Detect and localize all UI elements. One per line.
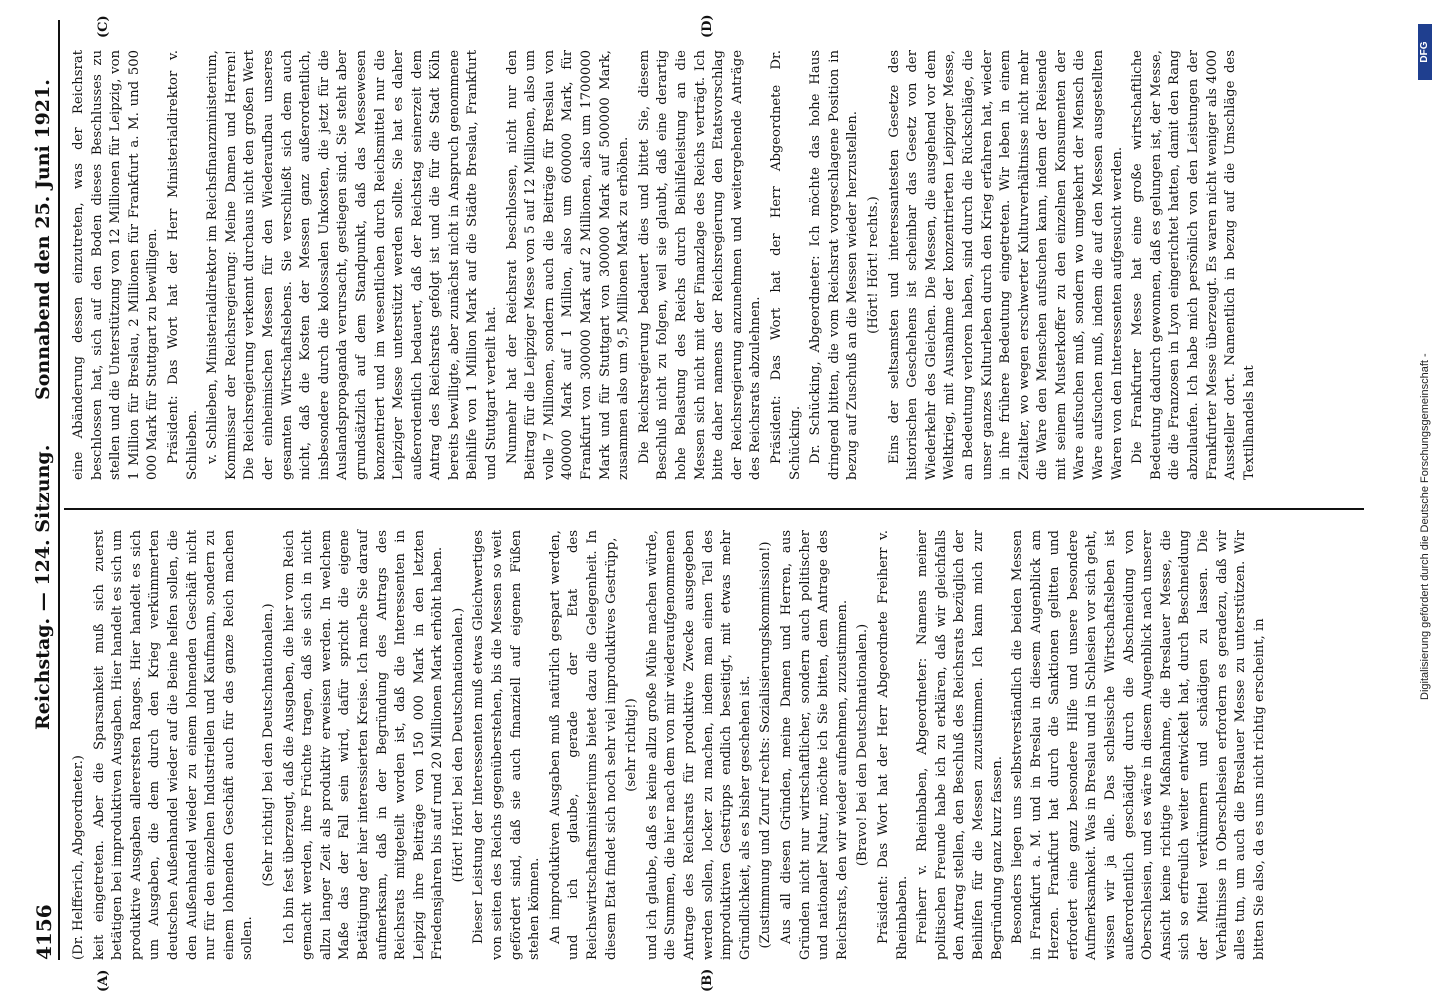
paragraph: Dieser Leistung der Interessenten muß etwas Gleichwertiges von seiten des Reichs gegenüberstehen, bis die Messen so weit gefördert sind, daß sie auch finanziell auf eigenen Füßen stehen können. [471, 530, 543, 960]
page-number: 4156 [32, 904, 56, 960]
margin-marker-a: (A) [96, 969, 111, 992]
margin-marker-c: (C) [96, 15, 111, 38]
interjection: (Sehr richtig! bei den Deutschnationalen.) [260, 603, 276, 887]
text-column-right [70, 50, 1350, 480]
paragraph: Die Frankfurter Messe hat eine große wirtschaftliche Bedeutung dadurch gewonnen, daß es gelungen ist, der Messe, die die Franzosen in Lyon eingerichtet hatten, damit den Rang abzulaufen. Ich habe mich persönlich von den Leistungen der Frankfurter Messe überzeugt. Es waren nicht weniger als 4000 Aussteller dort. Namentlich in bezug auf die Umschläge des Textilhandels hat [1130, 50, 1257, 480]
paragraph: Ich bin fest überzeugt, daß die Ausgaben, die hier vom Reich gemacht werden, ihre Früchte tragen, daß sie sich in nicht allzu langer Zeit als produktiv erweisen werden. In welchem Maße das der Fall sein wird, dafür spricht die eigene Betätigung der hier interessierten Kreise. Ich mache Sie darauf aufmerksam, daß in der Begründung des Antrags des Reichsrats mitgeteilt worden ist, daß die Interessenten in Leipzig ihre Beiträge von 150 000 Mark in den letzten Friedensjahren bis auf rund 20 Millionen Mark erhöht haben. [281, 530, 446, 960]
paragraph: An improduktiven Ausgaben muß natürlich gespart werden, und ich glaube, gerade der Etat des Reichswirtschaftsministeriums bietet dazu die Gelegenheit. In diesem Etat findet sich noch sehr viel improduktives Gestrüpp, [547, 530, 619, 960]
interjection: (Zustimmung und Zuruf rechts: Sozialisierungskommission!) [758, 541, 774, 949]
interjection: (Bravo! bei den Deutschnationalen.) [855, 623, 871, 867]
paragraph: (Dr. Helfferich, Abgeordneter.) [71, 755, 86, 960]
funding-note: Digitalisierung gefördert durch die Deutsche Forschungsgemeinschaft - [1419, 353, 1431, 700]
paragraph: Freiherr v. Rheinbaben, Abgeordneter: Namens meiner politischen Freunde habe ich zu erklären, daß wir gleichfalls den Antrag stellen, den Beschluß des Reichsrats bezüglich der Beihilfen für die Messen zuzustimmen. Ich kann mich zur Begründung ganz kurz fassen. [915, 530, 1005, 960]
paragraph: Präsident: Das Wort hat der Herr Abgeordnete Dr. Schücking. [768, 50, 803, 480]
paragraph: Aus all diesen Gründen, meine Damen und Herren, aus Gründen nicht nur wirtschaftlicher, sondern auch politischer und nationaler Natur, möchte ich Sie bitten, dem Antrage des Reichsrats, den wir wieder aufnehmen, zuzustimmen. [778, 530, 850, 960]
paragraph: v. Schlieben, Ministerialdirektor im Reichsfinanzministerium, Kommissar der Reichsregierung: Meine Damen und Herren! Die Reichsregierung verkennt durchaus nicht den großen Wert der einheimischen Messen für den Wiederaufbau unseres gesamten Wirtschaftslebens. Sie verschließt sich dem auch nicht, daß die Kosten der Messen ganz außerordentlich, insbesondere durch die kolossalen Unkosten, die jetzt für die Auslandspropaganda verursacht, gestiegen sind. Sie steht aber grundsätzlich auf dem Standpunkt, daß das Messewesen konzentriert und im wesentlichen durch Reichsmittel nur die Leipziger Messe unterstützt werden sollte. Sie hat es daher außerordentlich bedauert, daß der Reichstag seinerzeit dem Antrag des Reichsrats gefolgt ist und die für die Stadt Köln bereits bewilligte, aber zunächst nicht in Anspruch genommene Beihilfe von 1 Million Mark auf die Städte Breslau, Frankfurt und Stuttgart verteilt hat. [205, 50, 500, 480]
paragraph: Dr. Schücking, Abgeordneter: Ich möchte das hohe Haus dringend bitten, die vom Reichsrat vorgeschlagene Position in bezug auf Zuschuß an die Messen wieder herzustellen. [808, 50, 861, 480]
paragraph: eine Abänderung dessen einzutreten, was der Reichsrat beschlossen hat, sich auf den Boden dieses Beschlusses zu stellen und die Unterstützung von 12 Millionen für Leipzig, von 1 Million für Breslau, 2 Millionen für Frankfurt a. M. und 500 000 Mark für Stuttgart zu bewilligen. [71, 50, 161, 480]
paragraph: Präsident: Das Wort hat der Herr Abgeordnete Freiherr v. Rheinbaben. [875, 530, 910, 960]
paragraph: keit eingetreten. Aber die Sparsamkeit muß sich zuerst betätigen bei improduktiven Ausgaben. Hier handelt es sich um produktive Ausgaben allerersten Ranges. Hier handelt es sich um Ausgaben, die dem durch den Krieg verkümmerten deutschen Außenhandel wieder auf die Beine helfen sollen, die den Außenhandel wieder zu einem lohnenden Geschäft nicht nur für den einzelnen Industriellen und Kaufmann, sondern zu einem lohnenden Geschäft auch für das ganze Reich machen sollen. [91, 530, 256, 960]
interjection: (Hört! Hört! bei den Deutschnationalen.) [450, 607, 466, 883]
paragraph: Eins der seltsamsten und interessantesten Gesetze des historischen Geschehens ist scheinbar das Gesetz von der Wiederkehr des Gleichen. Die Messen, die ausgehend vor dem Weltkrieg, mit Ausnahme der konzentrierten Leipziger Messe, an Bedeutung verloren haben, sind durch die Rückschläge, die unser ganzes Kulturleben durch den Krieg erfahren hat, wieder in ihre frühere Bedeutung eingetreten. Wir leben in einem Zeitalter, wo wegen erschwerter Kulturverhältnisse nicht mehr die Ware den Menschen aufsuchen kann, indem der Reisende mit seinem Musterkoffer zu den einzelnen Konsumenten der Ware aufsuchen muß, sondern wo umgekehrt der Mensch die Ware aufsuchen muß, indem die auf den Messen ausgestellten Waren von den Interessenten aufgesucht werden. [886, 50, 1125, 480]
header-rule [58, 20, 60, 960]
paragraph: Präsident: Das Wort hat der Herr Ministerialdirektor v. Schlieben. [165, 50, 200, 480]
paragraph: Besonders liegen uns selbstverständlich die beiden Messen in Frankfurt a. M. und in Breslau in diesem Augenblick am Herzen. Frankfurt hat durch die Sanktionen gelitten und erfordert eine ganz besondere Hilfe und unsere besondere Aufmerksamkeit. Was in Breslau und in Schlesien vor sich geht, wissen wir ja alle. Das schlesische Wirtschaftsleben ist außerordentlich geschädigt durch die Abschneidung von Oberschlesien, und es wäre in diesem Augenblick nach unserer Ansicht keine richtige Maßnahme, die Breslauer Messe, die sich so erfreulich weiter entwickelt hat, durch Beschneidung der Mittel verkümmern und schädigen zu lassen. Die Verhältnisse in Oberschlesien erfordern es geradezu, daß wir alles tun, um auch die Breslauer Messe zu unterstützen. Wir bitten Sie also, da es uns nicht richtig erscheint, in [1010, 530, 1267, 960]
margin-marker-b: (B) [700, 968, 715, 992]
session-date: Sonnabend den 25. Juni 1921. [32, 79, 54, 400]
margin-marker-d: (D) [700, 14, 715, 38]
session-title: Reichstag. — 124. Sitzung. [32, 444, 54, 730]
interjection: (Hört! Hört! rechts.) [865, 196, 881, 334]
dfg-logo: DFG [1418, 24, 1432, 80]
paragraph: und ich glaube, daß es keine allzu große Mühe machen würde, die Summen, die hier nach dem von mir wiederaufgenommenen Antrage des Reichsrats für produktive Zwecke ausgegeben werden sollen, locker zu machen, indem man einen Teil des improduktiven Gestrüpps endlich beseitigt, mit etwas mehr Gründlichkeit, als es bisher geschehen ist. [644, 530, 753, 960]
paragraph: Die Reichsregierung bedauert dies und bittet Sie, diesem Beschluß nicht zu folgen, weil sie glaubt, daß eine derartig hohe Belastung des Reichs durch Beihilfeleistung an die Messen sich nicht mit der Finanzlage des Reichs verträgt. Ich bitte daher namens der Reichsregierung den Etatsvorschlag der Reichsregierung anzunehmen und weitergehende Anträge des Reichsrats abzulehnen. [636, 50, 764, 480]
interjection: (sehr richtig!) [624, 698, 640, 792]
digitization-sidebar [1418, 0, 1434, 1000]
column-divider [64, 508, 1364, 510]
text-column-left [70, 530, 1320, 960]
paragraph: Nunmehr hat der Reichsrat beschlossen, nicht nur den Beitrag für die Leipziger Messe von 5 auf 12 Millionen, also um volle 7 Millionen, sondern auch die Beiträge für Breslau von 400000 Mark auf 1 Million, also um 600000 Mark, für Frankfurt von 300000 Mark auf 2 Millionen, also um 1700000 Mark und für Stuttgart von 300000 Mark auf 500000 Mark, zusammen also um 9,5 Millionen Mark zu erhöhen. [504, 50, 632, 480]
